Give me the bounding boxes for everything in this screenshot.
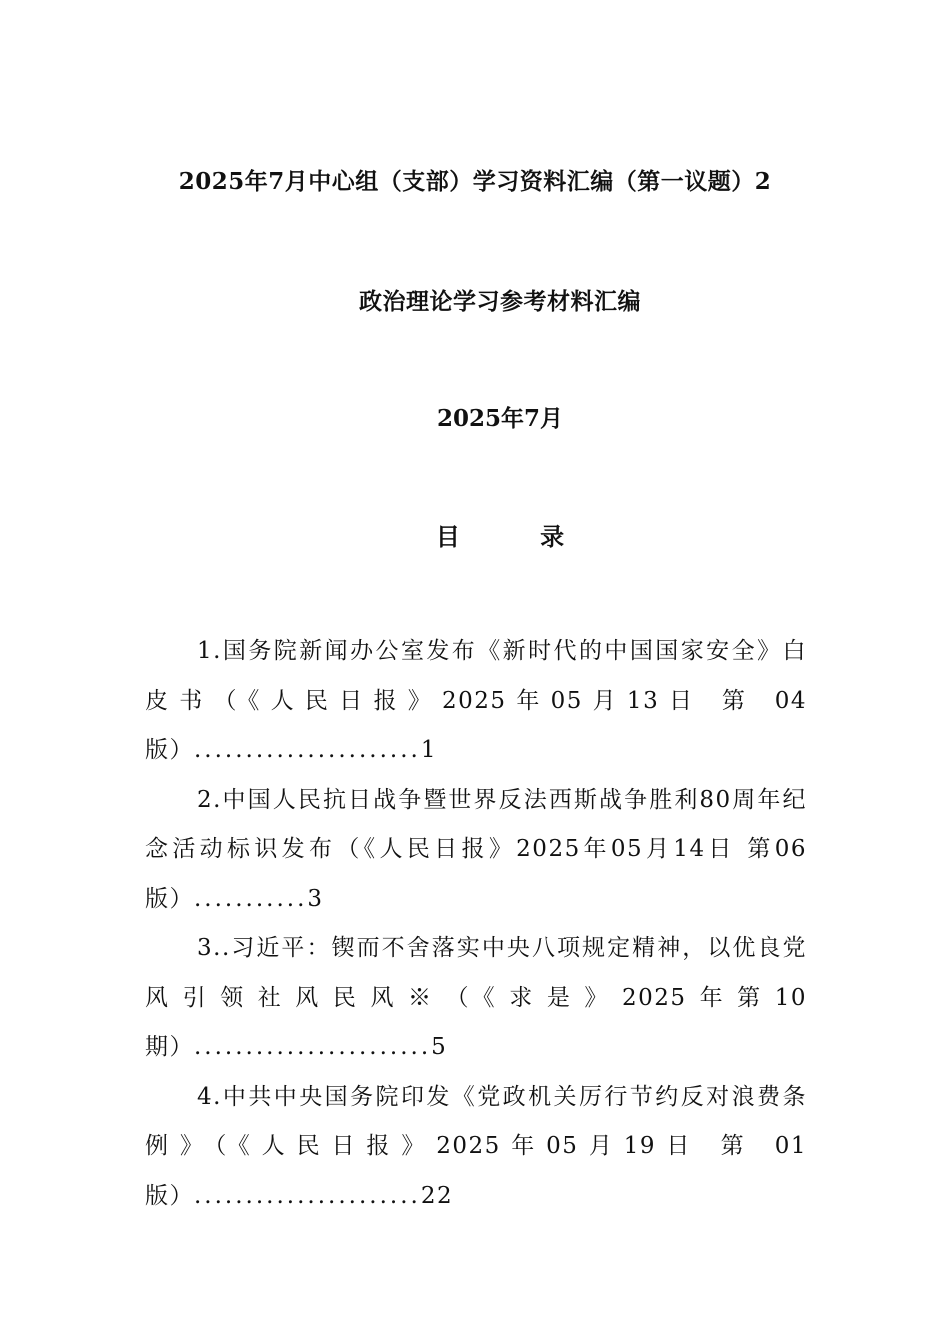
toc-entry-text: 3..习近平：锲而不舍落实中央八项规定精神，以优良党风引领社风民风※（《求是》2025年第10期） [145, 935, 807, 1060]
toc-entry[interactable] [145, 627, 807, 776]
toc-entry-page: 3 [307, 885, 324, 912]
toc-entry-text: 2.中国人民抗日战争暨世界反法西斯战争胜利80周年纪念活动标识发布（《人民日报》2025年05月14日 第06版） [145, 786, 807, 912]
toc-entry-leader: ........... [194, 885, 308, 912]
toc-entry-page: 5 [431, 1034, 448, 1060]
toc-entry-page: 22 [420, 1182, 454, 1209]
toc-entry-leader: ....................... [194, 1034, 432, 1060]
toc-entry-text: 4.中共中央国务院印发《党政机关厉行节约反对浪费条例》（《人民日报》2025年05月19日 第 01版） [145, 1083, 807, 1209]
document-subtitle: 政治理论学习参考材料汇编 [359, 288, 641, 315]
toc-entry[interactable] [145, 924, 807, 1073]
toc-heading: 目 录 [435, 522, 601, 551]
toc-entry[interactable] [145, 1073, 807, 1222]
toc-entry-leader: ...................... [194, 1182, 421, 1209]
toc-entry-leader: ...................... [194, 737, 421, 763]
document-date: 2025年7月 [436, 405, 564, 432]
document-title: 2025年7月中心组（支部）学习资料汇编（第一议题）2 [178, 168, 772, 195]
toc-entry-text: 1.国务院新闻办公室发布《新时代的中国国家安全》白皮书（《人民日报》2025年05月13日 第 04版） [145, 638, 807, 763]
table-of-contents [145, 627, 807, 1221]
toc-entry-page: 1 [420, 737, 437, 763]
toc-entry[interactable] [145, 776, 807, 925]
